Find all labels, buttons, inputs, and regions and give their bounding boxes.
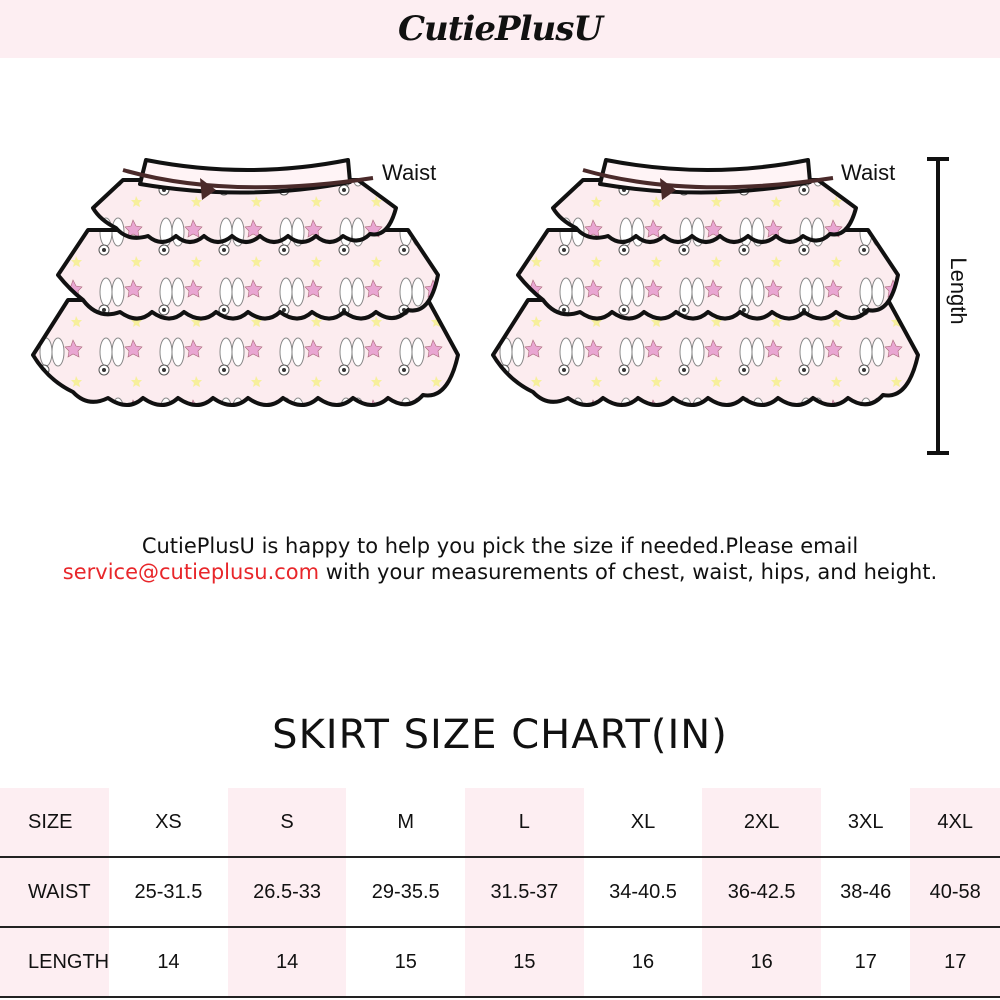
table-cell: 15	[394, 950, 417, 973]
help-line-2-text: with your measurements of chest, waist, hips, and height.	[319, 560, 938, 584]
skirt-illustration-length	[488, 150, 924, 420]
table-cell: 40-58	[910, 857, 1000, 927]
help-line-2	[0, 559, 1000, 585]
table-row-size	[0, 788, 1000, 857]
help-line-1: CutiePlusU is happy to help you pick the size if needed.Please email	[141, 534, 859, 558]
brand-logo	[398, 9, 602, 49]
row-header-length: LENGTH	[0, 927, 109, 997]
table-cell: 14	[228, 927, 347, 997]
table-cell: 3XL	[847, 810, 884, 833]
contact-email-link[interactable]: service@cutieplusu.com	[62, 560, 320, 584]
table-cell: 25-31.5	[134, 880, 203, 903]
table-cell: 34-40.5	[609, 880, 677, 903]
table-cell: S	[228, 788, 347, 857]
table-cell: M	[397, 810, 415, 833]
waist-label-right: Waist	[841, 160, 896, 185]
table-cell: 38-46	[840, 880, 892, 903]
table-cell: 17	[854, 950, 877, 973]
table-cell: L	[465, 788, 584, 857]
table-cell: XL	[630, 810, 656, 833]
size-chart-title: SKIRT SIZE CHART(IN)	[272, 712, 728, 758]
table-cell: 14	[157, 950, 180, 973]
row-header-size: SIZE	[0, 788, 109, 857]
row-header-waist: WAIST	[0, 857, 109, 927]
table-cell: 15	[465, 927, 584, 997]
brand-header	[0, 0, 1000, 58]
help-text	[0, 533, 1000, 585]
table-cell: XS	[155, 810, 182, 833]
table-row-length	[0, 927, 1000, 997]
table-cell: 36-42.5	[702, 857, 821, 927]
table-cell: 16	[702, 927, 821, 997]
table-cell: 16	[631, 950, 655, 973]
table-cell: 29-35.5	[371, 880, 440, 903]
waist-label-left: Waist	[382, 160, 437, 185]
length-label: Length	[946, 257, 971, 325]
table-cell: 31.5-37	[465, 857, 584, 927]
table-row-waist	[0, 857, 1000, 927]
table-cell: 17	[910, 927, 1000, 997]
table-cell: 2XL	[702, 788, 821, 857]
size-chart-table	[0, 788, 1000, 998]
table-cell: 26.5-33	[228, 857, 347, 927]
table-cell: 4XL	[910, 788, 1000, 857]
brand-logo-text: CutiePlusU	[397, 9, 603, 49]
skirt-illustration-waist	[28, 150, 464, 420]
